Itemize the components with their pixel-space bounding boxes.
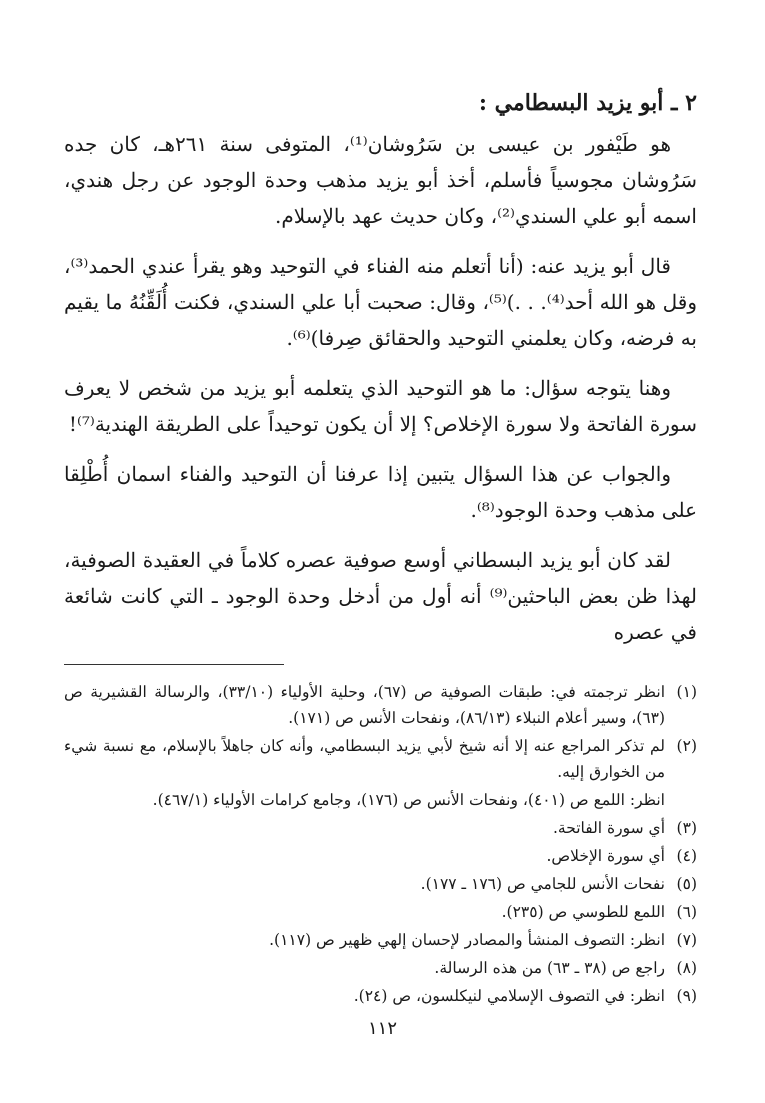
footnote-text: انظر ترجمته في: طبقات الصوفية ص (٦٧)، وحلية الأولياء (٣٣/١٠)، والرسالة القشيرية ص (٦٣)، وسير أعلام النبلاء (٨٦/١٣)، ونفحات الأنس ص (١٧١). (64, 683, 666, 727)
paragraph-3: وهنا يتوجه سؤال: ما هو التوحيد الذي يتعلمه أبو يزيد من شخص لا يعرف سورة الفاتحة ولا سورة الإخلاص؟ إلا أن يكون توحيداً على الطريقة الهندية⁽⁷⁾! (64, 376, 697, 436)
footnote-text: أي سورة الفاتحة. (552, 819, 665, 837)
footnote-number: (٢) (676, 737, 697, 755)
paragraph-4: والجواب عن هذا السؤال يتبين إذا عرفنا أن التوحيد والفناء اسمان أُطْلِقا على مذهب وحدة الوجود⁽⁸⁾. (64, 462, 697, 522)
paragraph-2: قال أبو يزيد عنه: (أنا أتعلم منه الفناء في التوحيد وهو يقرأ عندي الحمد⁽³⁾، وقل هو الله أحد⁽⁴⁾. . .)⁽⁵⁾، وقال: صحبت أبا علي السندي، فكنت أُلَقِّنُهُ ما يقيم به فرضه، وكان يعلمني التوحيد والحقائق صِرفا)⁽⁶⁾. (64, 254, 698, 350)
footnote-5 (64, 871, 697, 897)
footnote-text: انظر: في التصوف الإسلامي لنيكلسون، ص (٢٤). (353, 987, 665, 1005)
footnote-number: (١) (676, 683, 697, 701)
footnote-1 (64, 679, 697, 731)
footnote-text: أي سورة الإخلاص. (546, 847, 665, 865)
footnote-4 (64, 843, 697, 869)
footnote-number: (٨) (676, 959, 697, 977)
footnote-number: (٧) (676, 931, 697, 949)
footnote-number: (٦) (676, 903, 697, 921)
footnote-text: نفحات الأنس للجامي ص (١٧٦ ـ ١٧٧). (420, 875, 665, 893)
footnote-text: لم تذكر المراجع عنه إلا أنه شيخ لأبي يزيد البسطامي، وأنه كان جاهلاً بالإسلام، مع نسبة شيء من الخوارق إليه. (64, 737, 665, 781)
section-heading: ٢ ـ أبو يزيد البسطامي : (478, 90, 697, 116)
footnote-6 (64, 899, 697, 925)
paragraph-1: هو طَيْفور بن عيسى بن سَرُوشان⁽¹⁾، المتوفى سنة ٢٦١هـ، كان جده سَرُوشان مجوسياً فأسلم، أخذ أبو يزيد مذهب وحدة الوجود عن رجل هندي، اسمه أبو علي السندي⁽²⁾، وكان حديث عهد بالإسلام. (64, 132, 697, 228)
footnote-number: (٣) (676, 819, 697, 837)
footnote-number: (٥) (676, 875, 697, 893)
footnote-8 (64, 955, 697, 981)
footnote-number: (٤) (676, 847, 697, 865)
page-number: ١١٢ (367, 1018, 397, 1039)
footnote-2 (64, 733, 697, 785)
footnote-divider (64, 664, 284, 665)
footnote-2-continuation: انظر: اللمع ص (٤٠١)، ونفحات الأنس ص (١٧٦)، وجامع كرامات الأولياء (٤٦٧/١). (152, 791, 665, 809)
paragraph-5: لقد كان أبو يزيد البسطاني أوسع صوفية عصره كلاماً في العقيدة الصوفية، لهذا ظن بعض الباحثين⁽⁹⁾ أنه أول من أدخل وحدة الوجود ـ التي كانت شائعة في عصره (64, 548, 697, 644)
footnotes (64, 679, 697, 1009)
footnote-text: اللمع للطوسي ص (٢٣٥). (501, 903, 665, 921)
footnote-3 (64, 815, 697, 841)
footnote-text: راجع ص (٣٨ ـ ٦٣) من هذه الرسالة. (434, 959, 665, 977)
footnote-7 (64, 927, 697, 953)
footnote-9 (64, 983, 697, 1009)
footnote-number: (٩) (676, 987, 697, 1005)
footnote-text: انظر: التصوف المنشأ والمصادر لإحسان إلهي ظهير ص (١١٧). (269, 931, 665, 949)
